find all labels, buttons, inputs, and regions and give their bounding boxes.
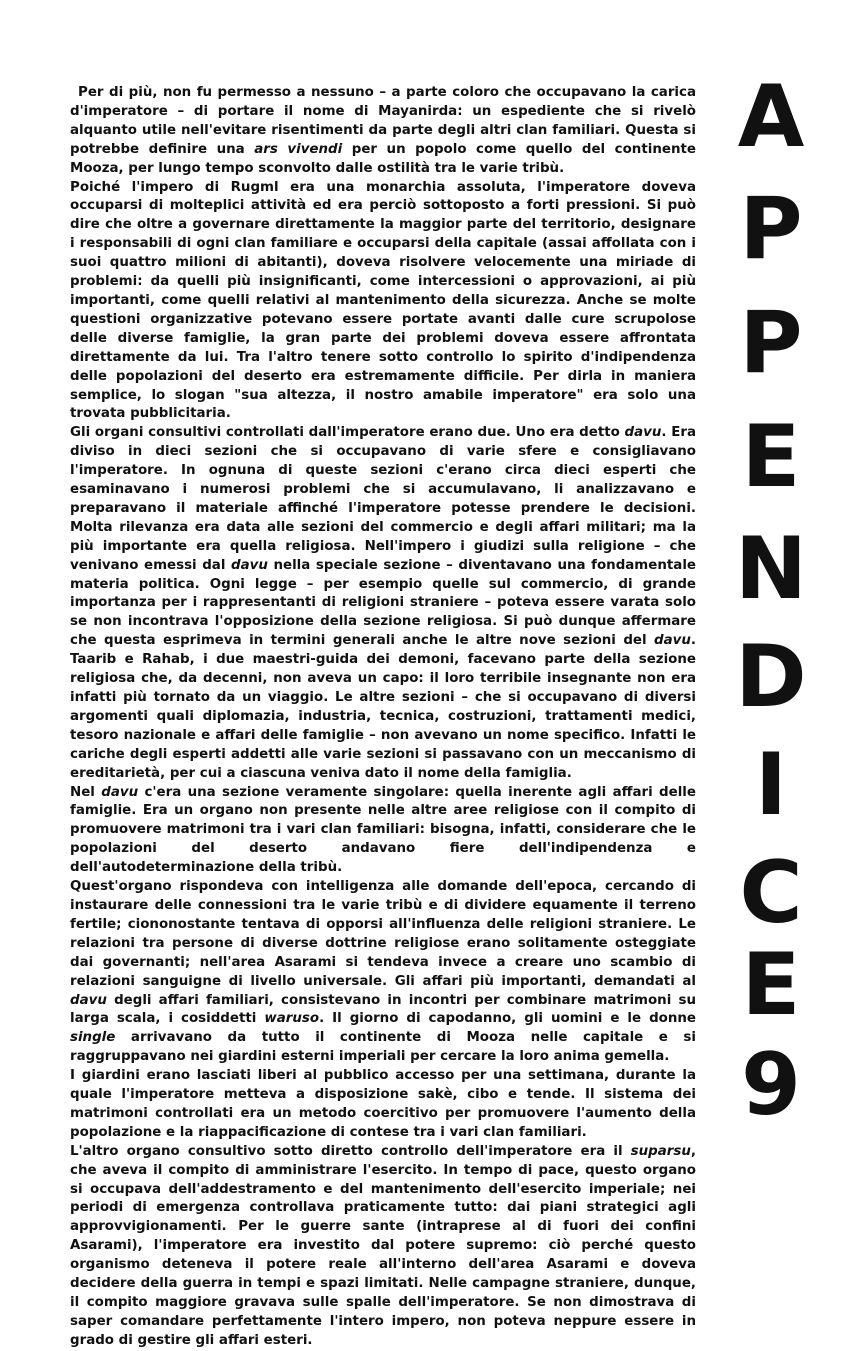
paragraph (70, 424, 696, 783)
text-run: Poiché l'impero di Rugml era una monarchia assoluta, l'imperatore doveva occuparsi di molteplici attività ed era perciò sottoposto a forti pressioni. Si può dire che oltre a governare direttamente la maggior parte del territorio, designare i responsabili di ogni clan familiare e occuparsi della capitale (assai affollata con i suoi quattro milioni di abitanti), doveva risolvere velocemente una miriade di problemi: da quelli più insignificanti, come intercessioni o approvazioni, ai più importanti, come quelli relativi al mantenimento della sicurezza. Anche se molte questioni organizzative potevano essere portate avanti dalle cure scrupolose delle diverse famiglie, la gran parte dei problemi doveva essere affrontata direttamente da lui. Tra l'altro tenere sotto controllo lo spirito d'indipendenza delle popolazioni del deserto era estremamente difficile. Per dirla in maniera semplice, lo slogan "sua altezza, il nostro amabile imperatore" era solo una trovata pubblicitaria. (70, 179, 696, 422)
text-run: Quest'organo rispondeva con intelligenza alle domande dell'epoca, cercando di instaurare delle connessioni tra le varie tribù e di dividere equamente il terreno fertile; ciononostante tentava di opporsi all'influenza delle religioni straniere. Le relazioni tra persone di diverse dottrine religiose erano solitamente osteggiate dai governanti; nell'area Asarami si tendeva invece a creare uno scambio di relazioni sanguigne di livello universale. Gli affari più importanti, demandati al (70, 879, 696, 989)
text-run: arrivavano da tutto il continente di Mooza nelle capitale e si raggruppavano nei giardini esterni imperiali per cercare la loro anima gemella. (70, 1030, 696, 1065)
title-letter: A (737, 67, 805, 167)
paragraph (70, 784, 696, 879)
text-run: Nel (70, 784, 102, 800)
text-run: c'era una sezione veramente singolare: quella inerente agli affari delle famiglie. Era un organo non presente nelle altre aree religiose con il compito di promuovere matrimoni tra i vari clan familiari: bisogna, infatti, considerare che le popolazioni del deserto andavano fiere dell'indipendenza e dell'autodeterminazione della tribù. (70, 784, 696, 876)
title-letter: D (735, 627, 807, 727)
italic-term: ars vivendi (254, 141, 343, 157)
italic-term: davu (624, 425, 662, 441)
text-run: , che aveva il compito di amministrare l'esercito. In tempo di pace, questo organo si occupava dell'addestramento e del mantenimento dell'esercito imperiale; nei periodi di emergenza controllava praticamente tutto: dai piani strategici agli approvvigionamenti. Per le guerre sante (intraprese al di fuori dei confini Asarami), l'imperatore era investito dal potere supremo: ciò perché questo organismo deteneva il potere reale all'interno dell'area Asarami e doveva decidere della guerra in tempi e spazi limitati. Nelle campagne straniere, dunque, il compito maggiore gravava sulle spalle dell'imperatore. Se non dimostrava di saper comandare perfettamente l'intero impero, non poteva neppure essere in grado di gestire gli affari esteri. (70, 1143, 696, 1348)
text-run: per un popolo come quello del continente Mooza, per lungo tempo sconvolto dalle ostilità tra le varie tribù. (70, 141, 696, 176)
title-letter: P (739, 179, 803, 279)
paragraph (70, 84, 696, 179)
text-run: degli affari familiari, consistevano in incontri per combinare matrimoni su larga scala, i cosiddetti (70, 992, 696, 1027)
italic-term: suparsu (630, 1143, 691, 1159)
italic-term: davu (231, 557, 268, 573)
title-letter: I (755, 735, 787, 835)
title-letter: N (735, 519, 807, 619)
paragraph (70, 179, 696, 425)
text-run: Per di più, non fu permesso a nessuno – a parte coloro che occupavano la carica d'imperatore – di portare il nome di Mayanirda: un espediente che si rivelò alquanto utile nell'evitare risentimenti da parte degli altri clan familiari. Questa si potrebbe definire una (70, 85, 696, 157)
text-run: nella speciale sezione – diventavano una fondamentale materia politica. Ogni legge – per esempio quelle sul commercio, di grande importanza per i rappresentanti di religioni straniere – poteva essere varata solo se non incontrava l'opposizione della sezione religiosa. Si può dunque affermare che questa esprimeva in termini generali anche le altre nove sezioni del (70, 557, 696, 649)
appendix-title (716, 67, 826, 1135)
italic-term: davu (70, 992, 107, 1008)
text-run: . Il giorno di capodanno, gli uomini e le donne (319, 1011, 696, 1027)
text-run: L'altro organo consultivo sotto diretto controllo dell'imperatore era il (70, 1143, 631, 1159)
text-run: . Taarib e Rahab, i due maestri-guida dei demoni, facevano parte della sezione religiosa che, da decenni, non aveva un capo: il loro terribile insegnante non era infatti più tornato da un viaggio. Le altre sezioni – che si occupavano di diversi argomenti quali diplomazia, industria, tecnica, costruzioni, trattamenti medici, tesoro nazionale e affari delle famiglie – non avevano un nome specifico. Infatti le cariche degli esperti addetti alle varie sezioni si passavano con un meccanismo di ereditarietà, per cui a ciascuna veniva dato il nome della famiglia. (70, 633, 696, 781)
italic-term: waruso (264, 1011, 320, 1027)
italic-term: davu (101, 784, 139, 800)
italic-term: davu (654, 633, 691, 649)
body-text (70, 84, 696, 1351)
title-letter: E (741, 935, 801, 1035)
paragraph (70, 1067, 696, 1143)
paragraph (70, 878, 696, 1067)
text-run: I giardini erano lasciati liberi al pubblico accesso per una settimana, durante la quale l'imperatore metteva a disposizione sakè, cibo e tende. Il sistema dei matrimoni controllati era un metodo coercitivo per promuovere l'aumento della popolazione e la riappacificazione di contese tra i vari clan familiari. (70, 1068, 696, 1140)
title-letter: P (739, 293, 803, 393)
title-letter: C (739, 843, 803, 943)
italic-term: single (70, 1030, 116, 1046)
title-letter: E (741, 407, 801, 507)
title-letter: 9 (741, 1035, 801, 1135)
text-run: . Era diviso in dieci sezioni che si occupavano di varie sfere e consigliavano l'imperatore. In ognuna di queste sezioni c'erano circa dieci esperti che esaminavano i numerosi problemi che si accumulavano, li analizzavano e preparavano il materiale affinché l'imperatore potesse prendere le decisioni. Molta rilevanza era data alle sezioni del commercio e degli affari militari; ma la più importante era quella religiosa. Nell'impero i giudizi sulla religione – che venivano emessi dal (70, 425, 696, 573)
paragraph (70, 1143, 696, 1351)
text-run: Gli organi consultivi controllati dall'imperatore erano due. Uno era detto (70, 425, 625, 441)
